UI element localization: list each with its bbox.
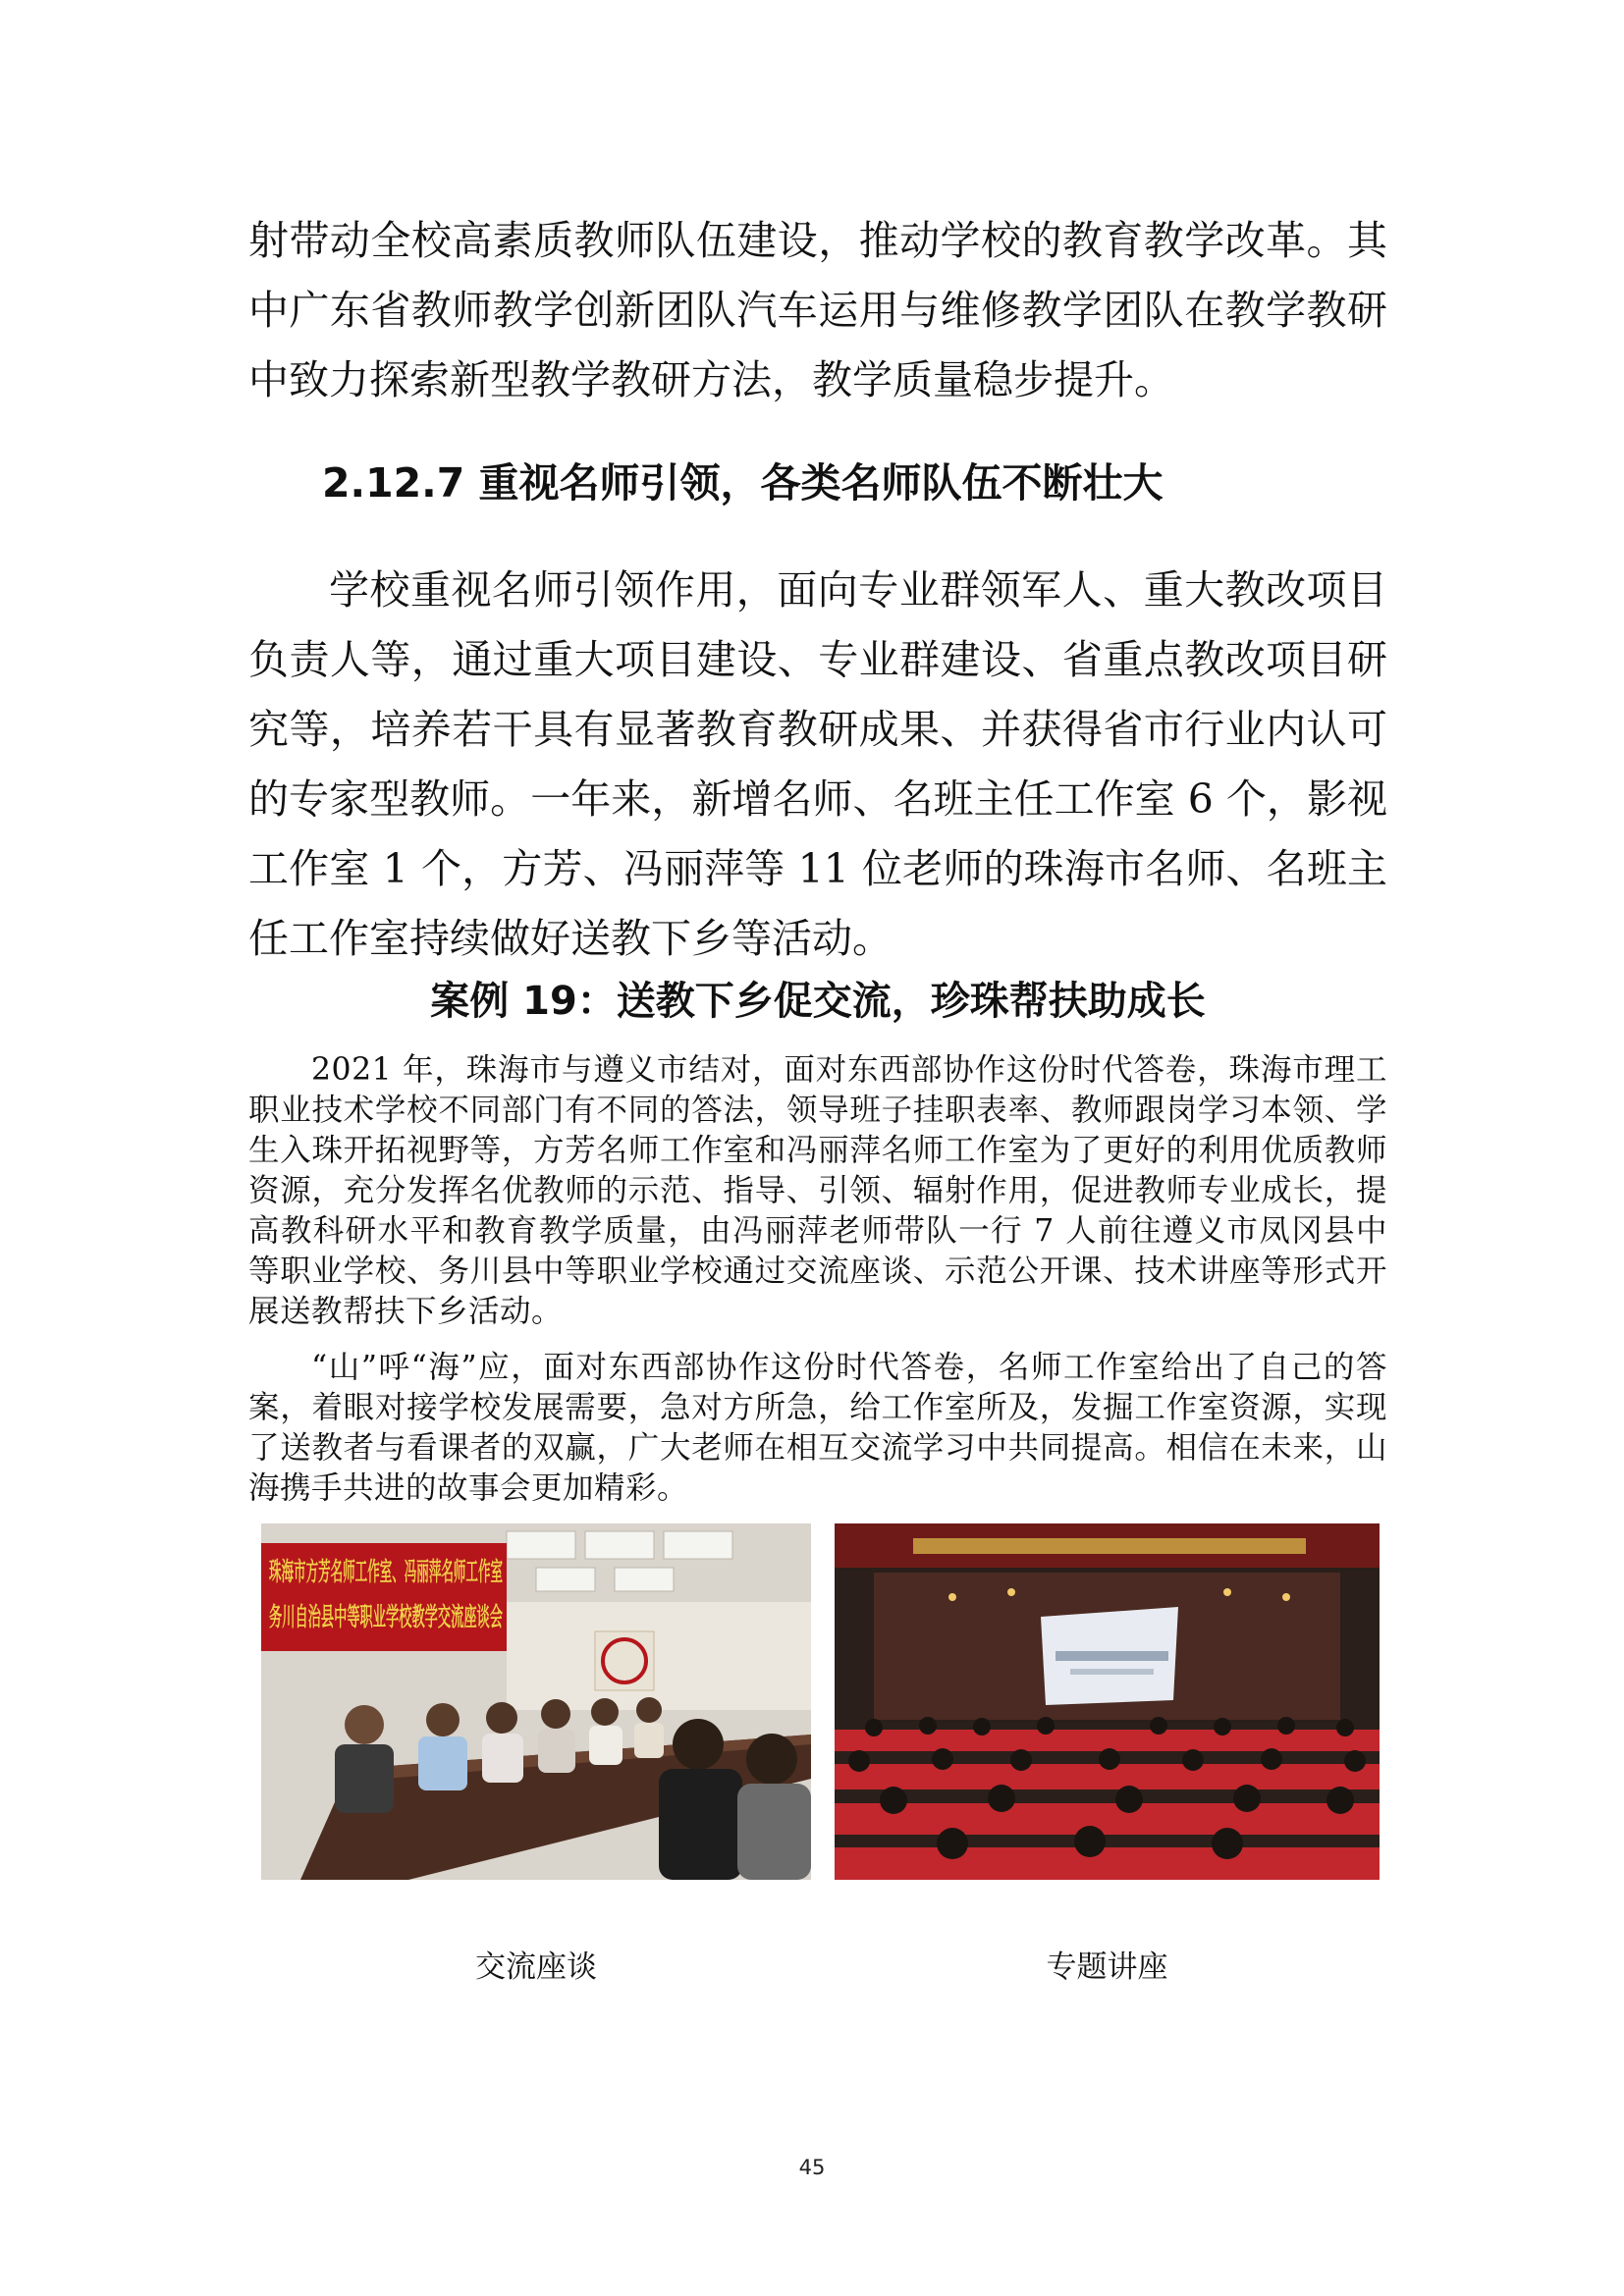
banner-text-line-1	[269, 1557, 503, 1587]
section-body-paragraph: 学校重视名师引领作用，面向专业群领军人、重大教改项目负责人等，通过重大项目建设、专业群建设、省重点教改项目研究等，培养若干具有显著教育教研成果、并获得省市行业内认可的专家型教师。一年来，新增名师、名班主任工作室 6 个，影视工作室 1 个，方芳、冯丽萍等 11 位老师的珠海市名师、名班主任工作室持续做好送教下乡等活动。	[248, 566, 1387, 962]
lecture-photo-caption: 专题讲座	[1046, 1949, 1168, 1985]
lecture-photo	[835, 1523, 1380, 1880]
banner-text-line-2: 务川自治县中等职业学校教学交流座谈会	[269, 1603, 730, 1632]
intro-paragraph: 射带动全校高素质教师队伍建设，推动学校的教育教学改革。其中广东省教师教学创新团队汽车运用与维修教学团队在教学教研中致力探索新型教学教研方法，教学质量稳步提升。	[248, 217, 1387, 403]
case-paragraph-1: 2021 年，珠海市与遵义市结对，面对东西部协作这份时代答卷，珠海市理工职业技术学校不同部门有不同的答法，领导班子挂职表率、教师跟岗学习本领、学生入珠开拓视野等，方芳名师工作室和冯丽萍名师工作室为了更好的利用优质教师资源，充分发挥名优教师的示范、指导、引领、辐射作用，促进教师专业成长，提高教科研水平和教育教学质量，由冯丽萍老师带队一行 7 人前往遵义市凤冈县中等职业学校、务川县中等职业学校通过交流座谈、示范公开课、技术讲座等形式开展送教帮扶下乡活动。	[248, 1052, 1387, 1329]
case-title: 案例 19：送教下乡促交流，珍珠帮扶助成长	[430, 979, 1206, 1024]
meeting-photo-caption: 交流座谈	[475, 1949, 597, 1985]
section-heading: 2.12.7 重视名师引领，各类名师队伍不断壮大	[322, 459, 1164, 507]
meeting-photo	[261, 1523, 811, 1880]
page-number: 45	[798, 2156, 826, 2179]
case-paragraph-2: “山”呼“海”应，面对东西部协作这份时代答卷，名师工作室给出了自己的答案，着眼对接学校发展需要，急对方所急，给工作室所及，发掘工作室资源，实现了送教者与看课者的双赢，广大老师在相互交流学习中共同提高。相信在未来，山海携手共进的故事会更加精彩。	[248, 1350, 1387, 1506]
